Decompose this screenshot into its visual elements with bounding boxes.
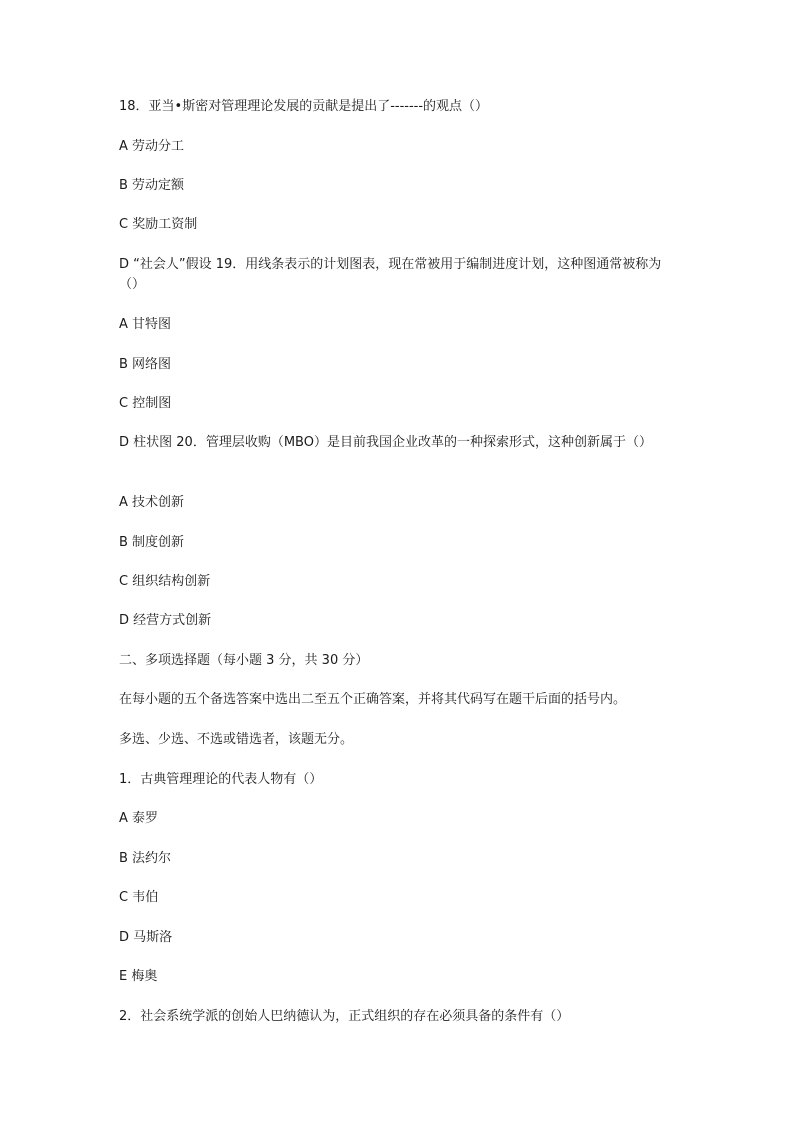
option-a: A 泰罗	[119, 811, 159, 826]
section-note: 多选、少选、不选或错选者，该题无分。	[119, 732, 354, 747]
option-d-question-19: D “社会人”假设 19．用线条表示的计划图表，现在常被用于编制进度计划，这种图通常被称为（）	[119, 257, 662, 292]
option-b: B 劳动定额	[119, 178, 185, 193]
question-18: 18．亚当•斯密对管理理论发展的贡献是提出了-------的观点（）	[119, 99, 489, 114]
option-d: D 经营方式创新	[119, 613, 212, 628]
option-a: A 技术创新	[119, 495, 185, 510]
option-d-question-20: D 柱状图 20．管理层收购（MBO）是目前我国企业改革的一种探索形式，这种创新属于（）	[119, 435, 652, 450]
option-c: C 韦伯	[119, 890, 159, 905]
option-a: A 甘特图	[119, 317, 172, 332]
option-d: D 马斯洛	[119, 930, 173, 945]
section-instruction: 在每小题的五个备选答案中选出二至五个正确答案，并将其代码写在题干后面的括号内。	[119, 692, 627, 707]
option-b: B 制度创新	[119, 535, 185, 550]
option-b: B 网络图	[119, 357, 172, 372]
question-2: 2．社会系统学派的创始人巴纳德认为，正式组织的存在必须具备的条件有（）	[119, 1009, 570, 1024]
option-a: A 劳动分工	[119, 139, 185, 154]
option-c: C 控制图	[119, 396, 172, 411]
option-e: E 梅奥	[119, 969, 158, 984]
question-1: 1．古典管理理论的代表人物有（）	[119, 772, 323, 787]
option-b: B 法约尔	[119, 851, 172, 866]
option-c: C 奖励工资制	[119, 217, 198, 232]
option-c: C 组织结构创新	[119, 574, 211, 589]
section-heading: 二、多项选择题（每小题 3 分，共 30 分）	[119, 653, 369, 668]
